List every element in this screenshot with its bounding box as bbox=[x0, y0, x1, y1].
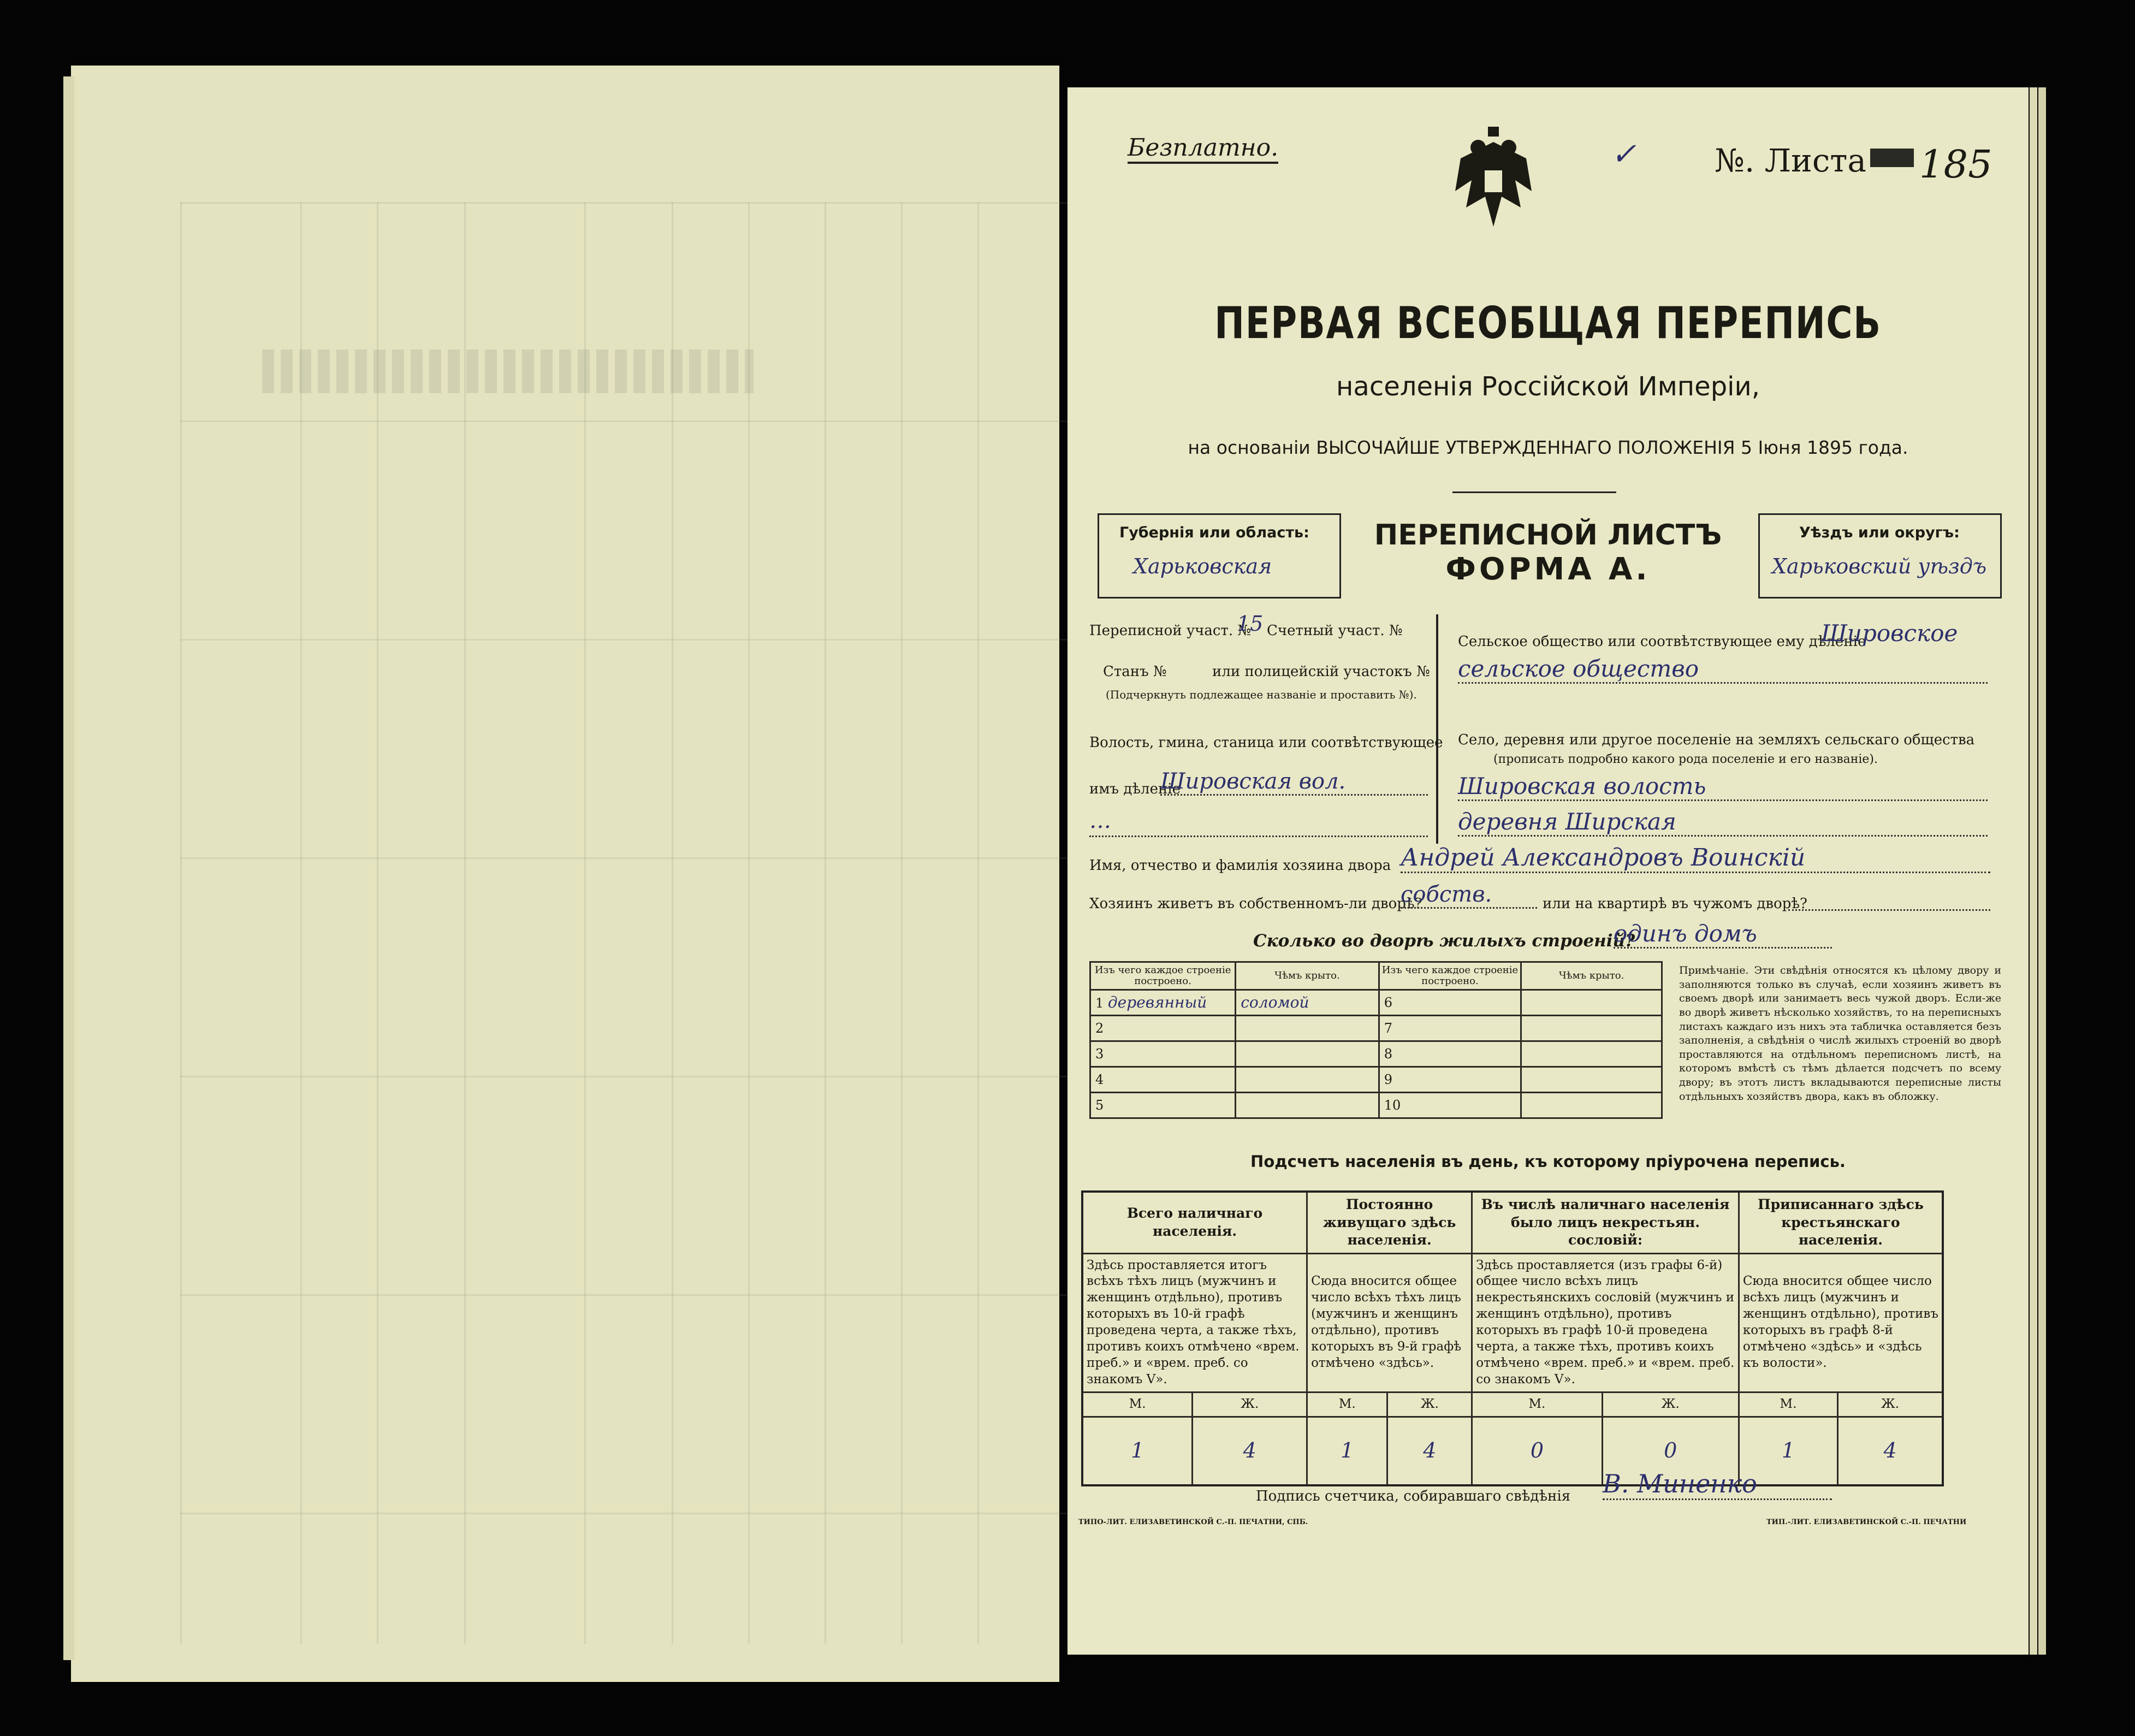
owner-name-label: Имя, отчество и фамилія хозяина двора bbox=[1089, 857, 1391, 874]
ghost-line bbox=[584, 202, 586, 1644]
ghost-line bbox=[180, 202, 1098, 204]
form-letter: ФОРМА А. bbox=[1445, 552, 1651, 587]
village-value-1: Шировская волость bbox=[1458, 773, 1988, 801]
document-subtitle: населенія Россійской Имперіи, bbox=[1336, 371, 1760, 402]
ghost-line bbox=[180, 639, 1098, 641]
check-mark: ✓ bbox=[1611, 137, 1636, 172]
lives-own-value: собств. bbox=[1401, 882, 1537, 909]
ghost-line bbox=[748, 202, 750, 1644]
ornament-divider bbox=[1452, 491, 1616, 493]
row-number: 7 bbox=[1379, 1015, 1521, 1041]
printer-mark-right: ТИП.-ЛИТ. ЕЛИЗАВЕТИНСКОЙ С.-П. ПЕЧАТНИ bbox=[1766, 1518, 1967, 1526]
row-number: 5 bbox=[1090, 1092, 1236, 1118]
ghost-line bbox=[180, 420, 1098, 422]
rural-society-value-1: Шировское bbox=[1821, 620, 1958, 647]
pop-desc: Сюда вносится общее число всѣхъ лицъ (мужчинъ и женщинъ отдѣльно), противъ которыхъ въ графѣ 8-й отмѣчено «здѣсь» и «здѣсь къ волости». bbox=[1739, 1253, 1943, 1392]
table-row bbox=[1090, 990, 1662, 1015]
gubernia-label: Губернія или область: bbox=[1119, 524, 1309, 541]
ghost-line bbox=[977, 202, 979, 1644]
census-form-page bbox=[1068, 87, 2029, 1655]
buildings-col-material: Изъ чего каждое строеніе построено. bbox=[1090, 962, 1236, 990]
count-value: 1 bbox=[1739, 1417, 1837, 1485]
ghost-line bbox=[825, 202, 826, 1644]
uezd-value: Харьковский уѣздъ bbox=[1772, 554, 1987, 578]
volost-label-2: имъ дѣленіе bbox=[1089, 781, 1181, 797]
pop-header-registered: Приписаннаго здѣсь крестьянскаго населенія. bbox=[1739, 1192, 1943, 1253]
count-district-label: Счетный участ. № bbox=[1267, 623, 1403, 639]
population-count-title: Подсчетъ населенія въ день, къ которому пріурочена перепись. bbox=[1250, 1152, 1846, 1171]
col-zh: Ж. bbox=[1193, 1392, 1307, 1417]
row-number: 4 bbox=[1090, 1067, 1236, 1092]
col-zh: Ж. bbox=[1838, 1392, 1943, 1417]
col-zh: Ж. bbox=[1387, 1392, 1472, 1417]
col-zh: Ж. bbox=[1602, 1392, 1739, 1417]
pop-header-permanent: Постоянно живущаго здѣсь населенія. bbox=[1307, 1192, 1472, 1253]
col-m: М. bbox=[1307, 1392, 1387, 1417]
lives-own-label: Хозяинъ живетъ въ собственномъ-ли дворѣ? bbox=[1089, 896, 1422, 912]
underline-note: (Подчеркнуть подлежащее названіе и проставить №). bbox=[1106, 688, 1417, 701]
page-stack-edge bbox=[2038, 87, 2046, 1655]
pop-desc: Здѣсь проставляется (изъ графы 6-й) общее число всѣхъ лицъ некрестьянскихъ сословій (мужчинъ и женщинъ отдѣльно), противъ которыхъ въ графѣ 10-й проведена черта, а также тѣхъ, противъ коихъ отмѣчено «врем. преб.» и «врем. преб. со знакомъ V». bbox=[1472, 1253, 1739, 1392]
row-number: 6 bbox=[1379, 990, 1521, 1015]
census-district-value: 15 bbox=[1237, 612, 1264, 636]
uezd-label: Уѣздъ или округъ: bbox=[1799, 524, 1960, 541]
table-row bbox=[1090, 1041, 1662, 1067]
printer-mark-left: ТИПО-ЛИТ. ЕЛИЗАВЕТИНСКОЙ С.-П. ПЕЧАТНИ, СПБ. bbox=[1078, 1518, 1308, 1526]
village-label-2: (прописать подробно какого рода поселеніе и его названіе). bbox=[1493, 753, 1878, 766]
document-title: ПЕРВАЯ ВСЕОБЩАЯ ПЕРЕПИСЬ bbox=[1214, 298, 1882, 348]
ghost-line bbox=[377, 202, 378, 1644]
row-number: 9 bbox=[1379, 1067, 1521, 1092]
sheet-number-label: №. Листа bbox=[1715, 142, 1866, 179]
volost-value-2: … bbox=[1089, 808, 1428, 837]
ghost-line bbox=[180, 1294, 1098, 1296]
double-headed-eagle-emblem bbox=[1450, 126, 1537, 229]
note-text: Примѣчаніе. Эти свѣдѣнія относятся къ цѣлому двору и заполняются только въ случаѣ, если хозяинъ живетъ въ своемъ дворѣ или занимаетъ весь чужой дворъ. Если-же во дворѣ живетъ нѣсколько хозяйствъ, то на переписныхъ листахъ каждаго изъ нихъ эта табличка оставляется безъ заполненія, а свѣдѣнія о числѣ жилыхъ строеній во дворѣ проставляются на отдѣльномъ переписномъ листѣ, на которомъ вмѣстѣ съ тѣмъ дѣлается подсчетъ по всему двору; въ этотъ листъ вкладываются переписные листы отдѣльныхъ хозяйствъ двора, какъ въ обложку. bbox=[1679, 964, 2001, 1103]
ghost-line bbox=[180, 1076, 1098, 1077]
ghost-line bbox=[180, 202, 182, 1644]
buildings-col-material: Изъ чего каждое строеніе построено. bbox=[1379, 962, 1521, 990]
free-of-charge-stamp: Безплатно. bbox=[1128, 134, 1278, 164]
page-stack-edge bbox=[2030, 87, 2037, 1655]
table-row bbox=[1090, 1092, 1662, 1118]
buildings-col-roof: Чѣмъ крыто. bbox=[1236, 962, 1379, 990]
rural-society-value-2: сельское общество bbox=[1458, 655, 1988, 684]
buildings-question: Сколько во дворѣ жилыхъ строеній? bbox=[1253, 931, 1635, 951]
pop-header-present: Всего наличнаго населенія. bbox=[1082, 1192, 1307, 1253]
enumerator-signature: В. Миненко bbox=[1603, 1469, 1832, 1500]
rural-society-label: Сельское общество или соотвѣтствующее ему дѣленіе bbox=[1458, 633, 1866, 650]
ghost-line bbox=[672, 202, 673, 1644]
count-value: 4 bbox=[1838, 1417, 1943, 1485]
col-m: М. bbox=[1082, 1392, 1193, 1417]
ghost-line bbox=[464, 202, 466, 1644]
page-stack-edge bbox=[63, 76, 74, 1660]
lives-other-blank bbox=[1788, 909, 1990, 911]
count-value: 0 bbox=[1472, 1417, 1602, 1485]
signature-label: Подпись счетчика, собиравшаго свѣдѣнія bbox=[1256, 1488, 1571, 1504]
row-number: 3 bbox=[1090, 1041, 1236, 1067]
gubernia-value: Харьковская bbox=[1133, 554, 1272, 578]
row-number: 8 bbox=[1379, 1041, 1521, 1067]
pop-desc: Сюда вносится общее число всѣхъ тѣхъ лицъ (мужчинъ и женщинъ отдѣльно), противъ которыхъ въ 9-й графѣ отмѣчено «здѣсь». bbox=[1307, 1253, 1472, 1392]
pop-header-non-peasant: Въ числѣ наличнаго населенія было лицъ некрестьян. сословій: bbox=[1472, 1192, 1739, 1253]
row1-roof: соломой bbox=[1236, 990, 1379, 1015]
count-value: 1 bbox=[1082, 1417, 1193, 1485]
table-row bbox=[1090, 1015, 1662, 1041]
population-table bbox=[1081, 1190, 1944, 1486]
ghost-line bbox=[180, 857, 1098, 859]
row-number: 10 bbox=[1379, 1092, 1521, 1118]
legal-basis: на основаніи ВЫСОЧАЙШЕ УТВЕРЖДЕННАГО ПОЛОЖЕНІЯ 5 Іюня 1895 года. bbox=[1188, 437, 1908, 458]
ghost-line bbox=[180, 1513, 1098, 1514]
col-m: М. bbox=[1739, 1392, 1837, 1417]
col-m: М. bbox=[1472, 1392, 1602, 1417]
form-title: ПЕРЕПИСНОЙ ЛИСТЪ bbox=[1374, 519, 1722, 552]
struck-out-number bbox=[1870, 149, 1914, 167]
owner-name-value: Андрей Александровъ Воинскій bbox=[1401, 844, 1990, 873]
row-number: 1 деревянный bbox=[1090, 990, 1236, 1015]
village-value-2: деревня Ширская bbox=[1458, 808, 1988, 837]
table-row bbox=[1090, 1067, 1662, 1092]
sheet-number-handwritten: 185 bbox=[1919, 142, 1992, 187]
ghost-line bbox=[300, 202, 302, 1644]
buildings-col-roof: Чѣмъ крыто. bbox=[1521, 962, 1662, 990]
ghost-line bbox=[901, 202, 903, 1644]
left-page bbox=[71, 66, 1059, 1682]
pop-desc: Здѣсь проставляется итогъ всѣхъ тѣхъ лицъ (мужчинъ и женщинъ отдѣльно), противъ которыхъ въ 10-й графѣ проведена черта, а также тѣхъ, противъ коихъ отмѣчено «врем. преб.» и «врем. преб. со знакомъ V». bbox=[1082, 1253, 1307, 1392]
buildings-table bbox=[1089, 961, 1663, 1119]
row-number: 2 bbox=[1090, 1015, 1236, 1041]
row1-material: деревянный bbox=[1107, 993, 1207, 1012]
volost-label-1: Волость, гмина, станица или соотвѣтствующее bbox=[1089, 734, 1443, 751]
field-divider bbox=[1436, 614, 1438, 844]
count-value: 4 bbox=[1193, 1417, 1307, 1485]
buildings-value: одинъ домъ bbox=[1614, 920, 1832, 949]
count-value: 4 bbox=[1387, 1417, 1472, 1485]
bleed-through-text bbox=[262, 349, 754, 393]
stan-label: Станъ № bbox=[1103, 663, 1167, 680]
village-label-1: Село, деревня или другое поселеніе на земляхъ сельскаго общества bbox=[1458, 732, 1975, 748]
volost-value-1: Шировская вол. bbox=[1160, 769, 1428, 796]
count-value: 0 bbox=[1602, 1417, 1739, 1485]
census-district-label: Переписной участ. № bbox=[1089, 623, 1251, 639]
police-district-label: или полицейскій участокъ № bbox=[1212, 663, 1430, 680]
count-value: 1 bbox=[1307, 1417, 1387, 1485]
lives-other-label: или на квартирѣ въ чужомъ дворѣ? bbox=[1543, 896, 1807, 912]
